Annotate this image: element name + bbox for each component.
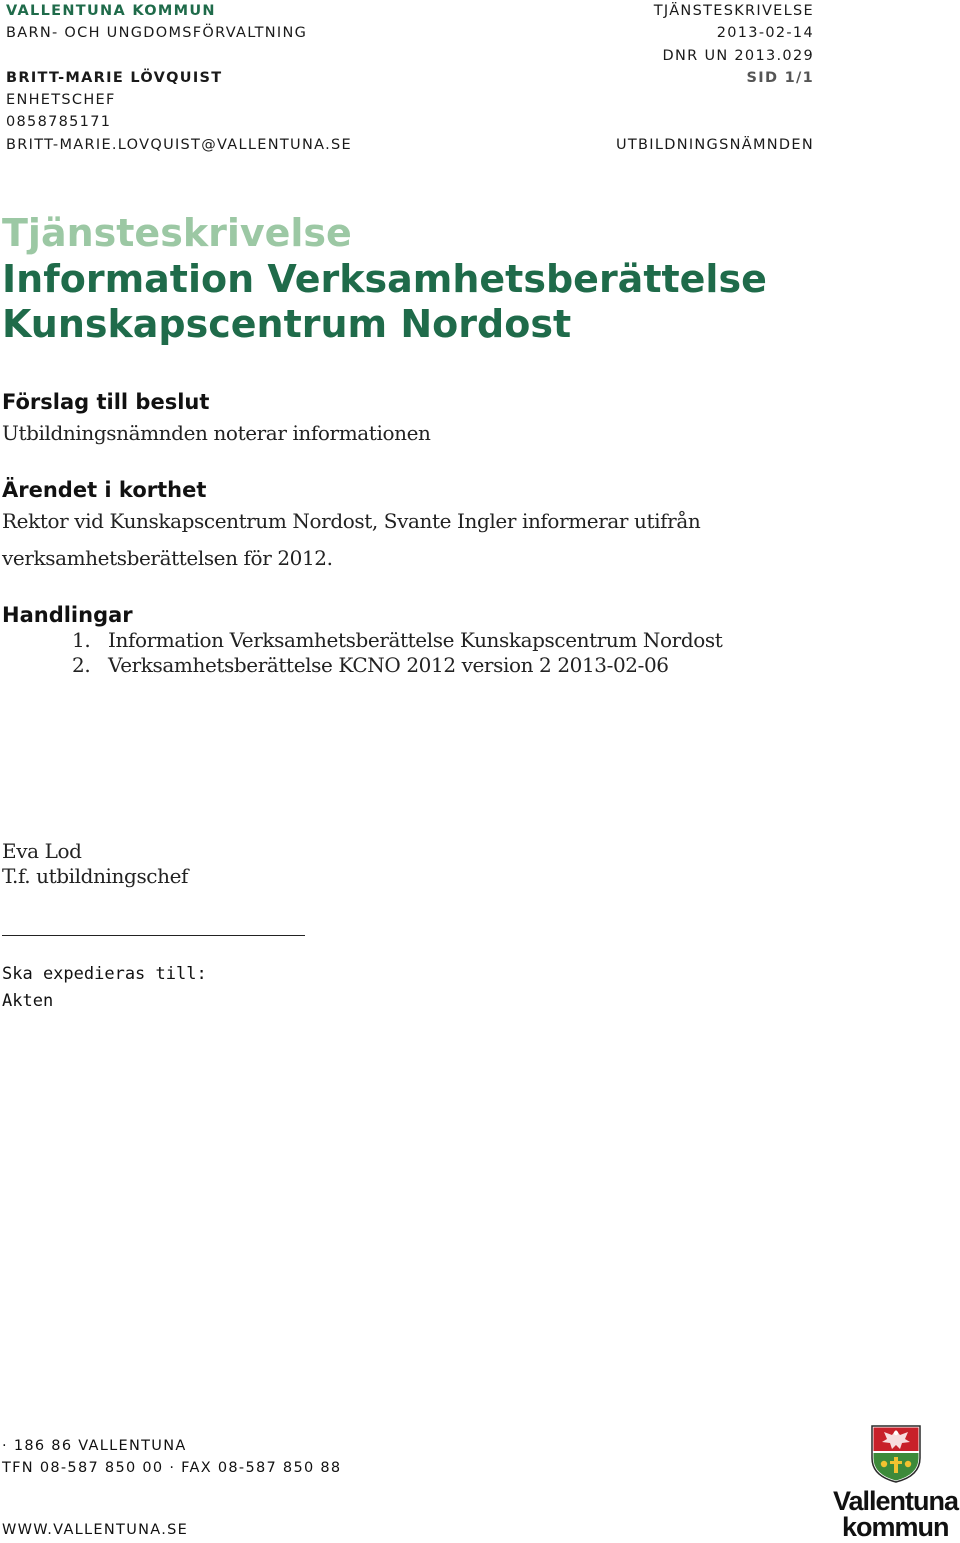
list-item-number: 2. xyxy=(72,653,91,677)
distribution-label: Ska expedieras till: xyxy=(2,964,207,984)
doc-dnr: DNR UN 2013.029 xyxy=(662,48,814,64)
department: BARN- OCH UNGDOMSFÖRVALTNING xyxy=(6,25,308,41)
doc-title-type: Tjänsteskrivelse xyxy=(2,211,352,255)
signature-title: T.f. utbildningschef xyxy=(2,864,189,888)
doc-title-line2: Kunskapscentrum Nordost xyxy=(2,302,572,346)
signature-divider xyxy=(2,935,305,936)
summary-line-1: Rektor vid Kunskapscentrum Nordost, Svante Ingler informerar utifrån xyxy=(2,509,701,533)
signature-name: Eva Lod xyxy=(2,839,82,863)
proposal-text: Utbildningsnämnden noterar informationen xyxy=(2,421,431,445)
recipient: UTBILDNINGSNÄMNDEN xyxy=(615,137,814,153)
doc-date: 2013-02-14 xyxy=(716,25,814,41)
doc-type: TJÄNSTESKRIVELSE xyxy=(653,3,814,19)
footer-address: · 186 86 VALLENTUNA xyxy=(2,1438,187,1454)
list-item xyxy=(2,653,722,678)
distribution-recipient: Akten xyxy=(2,991,54,1011)
list-item-text: Verksamhetsberättelse KCNO 2012 version 2 2013-02-06 xyxy=(108,653,669,677)
documents-heading: Handlingar xyxy=(2,603,133,627)
doc-title-line1: Information Verksamhetsberättelse xyxy=(2,257,767,301)
summary-heading: Ärendet i korthet xyxy=(2,478,207,502)
list-item-text: Information Verksamhetsberättelse Kunskapscentrum Nordost xyxy=(108,628,723,652)
author-email[interactable]: BRITT-MARIE.LOVQUIST@VALLENTUNA.SE xyxy=(6,137,352,153)
author-role: ENHETSCHEF xyxy=(6,92,116,108)
list-item xyxy=(2,628,722,653)
footer-contact: TFN 08-587 850 00 · FAX 08-587 850 88 xyxy=(2,1460,342,1476)
footer-website[interactable]: WWW.VALLENTUNA.SE xyxy=(2,1522,189,1538)
org-name: VALLENTUNA KOMMUN xyxy=(6,3,216,19)
municipality-logo xyxy=(832,1424,960,1542)
author-name: BRITT-MARIE LÖVQUIST xyxy=(6,70,223,86)
logo-text-secondary: kommun xyxy=(842,1512,949,1542)
list-item-number: 1. xyxy=(72,628,91,652)
summary-line-2: verksamhetsberättelsen för 2012. xyxy=(2,546,333,570)
logo-text-primary: Vallentuna xyxy=(833,1486,959,1516)
coat-of-arms-icon xyxy=(832,1424,960,1484)
page-number: SID 1/1 xyxy=(746,70,814,86)
documents-list xyxy=(2,628,722,678)
author-phone: 0858785171 xyxy=(6,114,112,130)
proposal-heading: Förslag till beslut xyxy=(2,390,210,414)
